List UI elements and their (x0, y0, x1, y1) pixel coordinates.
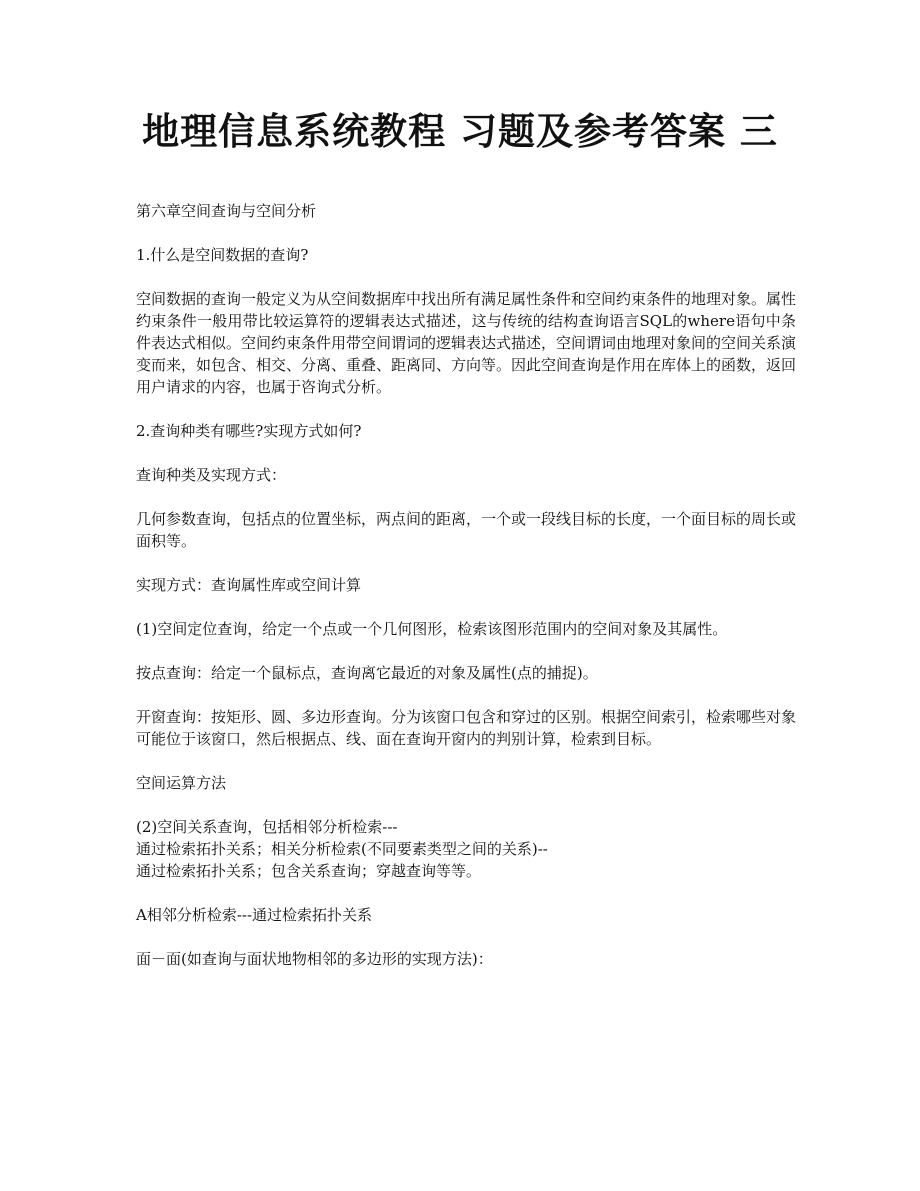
spatial-operation-heading: 空间运算方法 (136, 774, 227, 792)
implementation-paragraph: 实现方式：查询属性库或空间计算 (136, 576, 362, 594)
location-query-paragraph: (1)空间定位查询，给定一个点或一个几何图形，检索该图形范围内的空间对象及其属性。 (136, 620, 728, 638)
chapter-heading: 第六章空间查询与空间分析 (136, 202, 317, 220)
adjacency-analysis-heading: A相邻分析检索---通过检索拓扑关系 (136, 906, 373, 924)
question-2: 2.查询种类有哪些?实现方式如何? (136, 422, 362, 440)
point-query-paragraph: 按点查询：给定一个鼠标点，查询离它最近的对象及属性(点的捕捉)。 (136, 664, 598, 682)
document-title: 地理信息系统教程 习题及参考答案 三 (142, 110, 778, 153)
answer-2-intro: 查询种类及实现方式： (136, 466, 287, 484)
relation-query-paragraph: (2)空间关系查询，包括相邻分析检索--- 通过检索拓扑关系；相关分析检索(不同要素类型之间的关系)-- 通过检索拓扑关系；包含关系查询；穿越查询等等。 (136, 818, 548, 880)
question-1: 1.什么是空间数据的查询? (136, 246, 309, 264)
answer-1-paragraph: 空间数据的查询一般定义为从空间数据库中找出所有满足属性条件和空间约束条件的地理对象。属性约束条件一般用带比较运算符的逻辑表达式描述，这与传统的结构查询语言SQL的where语句中条件表达式相似。空间约束条件用带空间谓词的逻辑表达式描述，空间谓词由地理对象间的空间关系演变而来，如包含、相交、分离、重叠、距离同、方向等。因此空间查询是作用在库体上的函数，返回用户请求的内容，也属于咨询式分析。 (136, 290, 797, 396)
polygon-polygon-paragraph: 面－面(如查询与面状地物相邻的多边形的实现方法)： (136, 950, 493, 968)
document-body (136, 200, 796, 992)
window-query-paragraph: 开窗查询：按矩形、圆、多边形查询。分为该窗口包含和穿过的区别。根据空间索引，检索哪些对象可能位于该窗口，然后根据点、线、面在查询开窗内的判别计算，检索到目标。 (136, 708, 797, 748)
geometry-query-paragraph: 几何参数查询，包括点的位置坐标，两点间的距离，一个或一段线目标的长度，一个面目标的周长或面积等。 (136, 510, 797, 550)
